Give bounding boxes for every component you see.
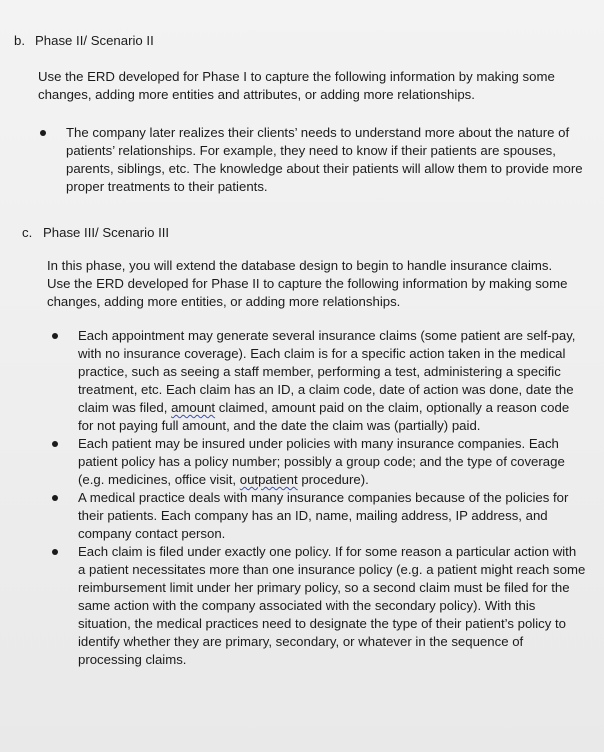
spellcheck-flagged-word: outpatient <box>239 472 298 487</box>
section-c-bullet-1-part-2: claimed, amount paid on the claim, optionally a reason code for not paying full amount, and the date the claim was (partially) paid. <box>78 400 570 433</box>
section-c-bullet-2-text <box>78 436 565 487</box>
section-b-bullet-1-text: The company later realizes their clients’ needs to understand more about the nature of patients’ relationships. For example, they need to know if their patients are spouses, parents, siblings, etc. The knowledge about their patients will allow them to provide more proper treatments to their patients. <box>66 125 583 194</box>
section-c-bullet-4-text: Each claim is filed under exactly one policy. If for some reason a particular action with a patient necessitates more than one insurance policy (e.g. a patient might reach some reimbursement limit under her primary policy, so a second claim must be filed for the same action with the company associated with the secondary policy). With this situation, the medical practices need to designate the type of their patient’s policy to identify whether they are primary, secondary, or whatever in the sequence of processing claims. <box>78 544 586 667</box>
bullet-icon <box>52 549 58 555</box>
bullet-icon <box>40 130 46 136</box>
section-c-heading <box>22 224 169 242</box>
section-c-marker: c. <box>22 225 33 240</box>
section-c-bullet-1-text <box>78 328 575 433</box>
list-item <box>40 124 586 196</box>
section-b-intro: Use the ERD developed for Phase I to capture the following information by making some changes, adding more entities and attributes, or adding more relationships. <box>38 69 555 102</box>
section-c-bullet-3-text: A medical practice deals with many insurance companies because of the policies for their patients. Each company has an ID, name, mailing address, IP address, and company contact person. <box>78 490 569 541</box>
section-c-bullet-1-part-1: Each appointment may generate several insurance claims (some patient are self-pay, with no insurance coverage). Each claim is for a specific action taken in the medical practice, such as seeing a staff member, performing a test, administering a specific treatment, etc. Each claim has an ID, a claim code, date of action was done, date the claim was filed, <box>78 328 576 415</box>
section-c-bullet-2-part-2: procedure). <box>297 472 369 487</box>
list-item <box>52 489 586 543</box>
section-b-bullet-list <box>40 124 586 196</box>
list-item <box>52 543 586 669</box>
section-c-intro: In this phase, you will extend the database design to begin to handle insurance claims. Use the ERD developed for Phase II to capture the following information by making some changes, adding more entities, or adding more relationships. <box>47 258 568 309</box>
section-c-bullet-list <box>52 327 586 669</box>
bullet-icon <box>52 441 58 447</box>
list-item <box>52 435 586 489</box>
section-b-marker: b. <box>14 33 25 48</box>
spellcheck-flagged-word: amount <box>171 400 216 415</box>
section-c-title: Phase III/ Scenario III <box>43 225 170 240</box>
bullet-icon <box>52 495 58 501</box>
section-b-heading <box>14 32 154 50</box>
section-c-bullet-2-part-1: Each patient may be insured under policies with many insurance companies. Each patient policy has a policy number; possibly a group code; and the type of coverage (e.g. medicines, office visit, <box>78 436 565 487</box>
bullet-icon <box>52 333 58 339</box>
section-b-title: Phase II/ Scenario II <box>35 33 154 48</box>
list-item <box>52 327 586 435</box>
